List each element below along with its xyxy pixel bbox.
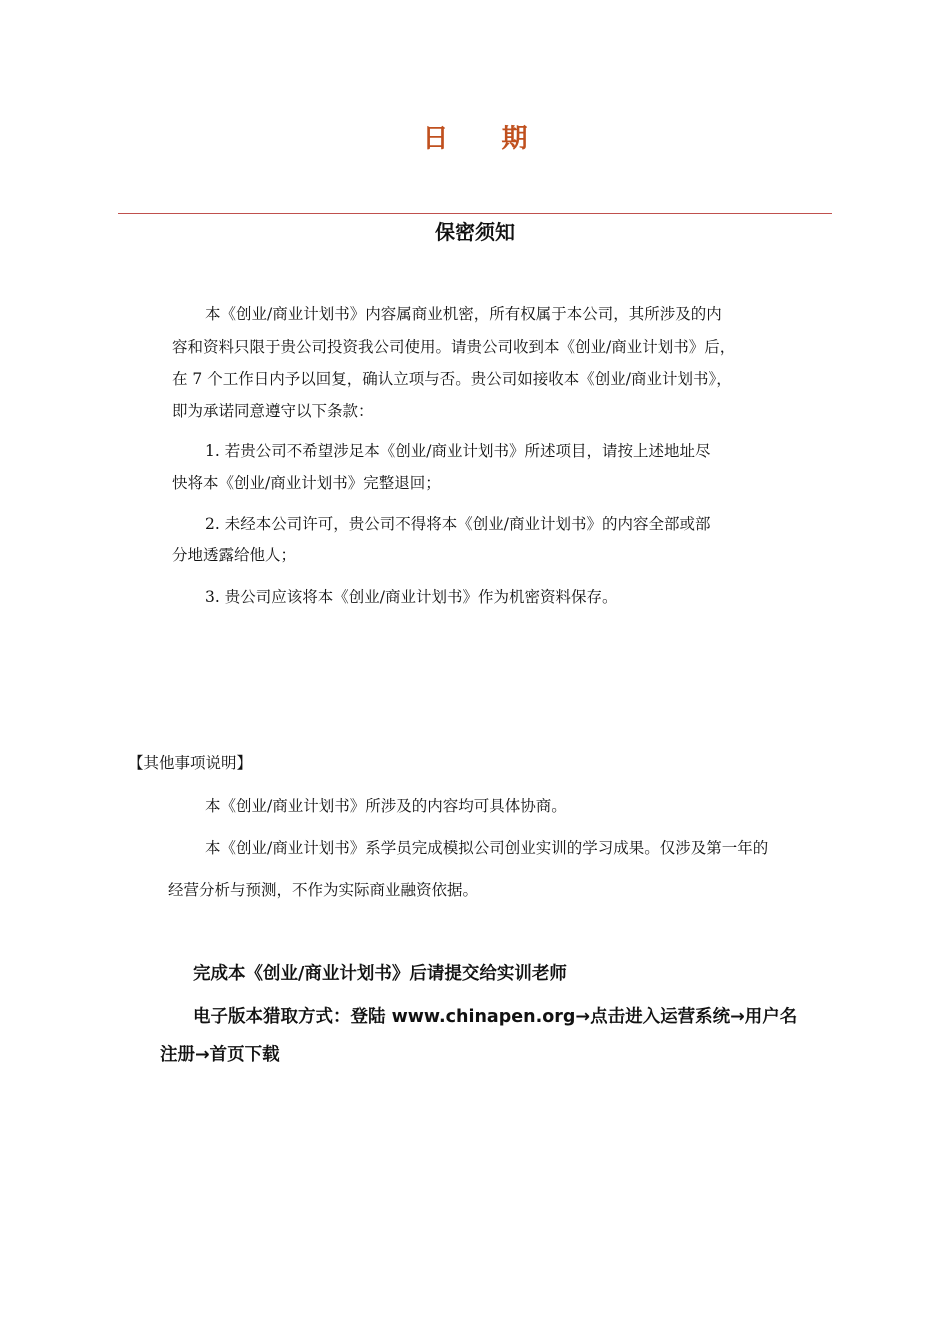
- divider-rule: [118, 213, 832, 214]
- intro-line-4: 即为承诺同意遵守以下条款：: [172, 402, 374, 420]
- submission-line-3: 注册→首页下载: [160, 1045, 280, 1065]
- date-title: 日 期: [422, 124, 550, 154]
- intro-line-1: 本《创业/商业计划书》内容属商业机密，所有权属于本公司，其所涉及的内: [205, 305, 722, 323]
- confidentiality-heading: 保密须知: [435, 220, 515, 244]
- clause-2-line-1: 2. 未经本公司许可，贵公司不得将本《创业/商业计划书》的内容全部或部: [205, 515, 711, 533]
- clause-1-line-2: 快将本《创业/商业计划书》完整退回；: [172, 474, 441, 492]
- submission-line-1: 完成本《创业/商业计划书》后请提交给实训老师: [193, 964, 567, 984]
- other-notes-line-3: 经营分析与预测，不作为实际商业融资依据。: [168, 881, 479, 899]
- other-notes-line-1: 本《创业/商业计划书》所涉及的内容均可具体协商。: [205, 797, 567, 815]
- other-notes-line-2: 本《创业/商业计划书》系学员完成模拟公司创业实训的学习成果。仅涉及第一年的: [205, 839, 769, 857]
- intro-line-3: 在 7 个工作日内予以回复，确认立项与否。贵公司如接收本《创业/商业计划书》，: [172, 370, 732, 388]
- intro-line-2: 容和资料只限于贵公司投资我公司使用。请贵公司收到本《创业/商业计划书》后，: [172, 338, 736, 356]
- other-notes-heading: 【其他事项说明】: [128, 754, 253, 772]
- clause-2-line-2: 分地透露给他人；: [172, 546, 297, 564]
- clause-3-line-1: 3. 贵公司应该将本《创业/商业计划书》作为机密资料保存。: [205, 588, 618, 606]
- submission-line-2: 电子版本猎取方式：登陆 www.chinapen.org→点击进入运营系统→用户名: [193, 1007, 798, 1027]
- clause-1-line-1: 1. 若贵公司不希望涉足本《创业/商业计划书》所述项目，请按上述地址尽: [205, 442, 711, 460]
